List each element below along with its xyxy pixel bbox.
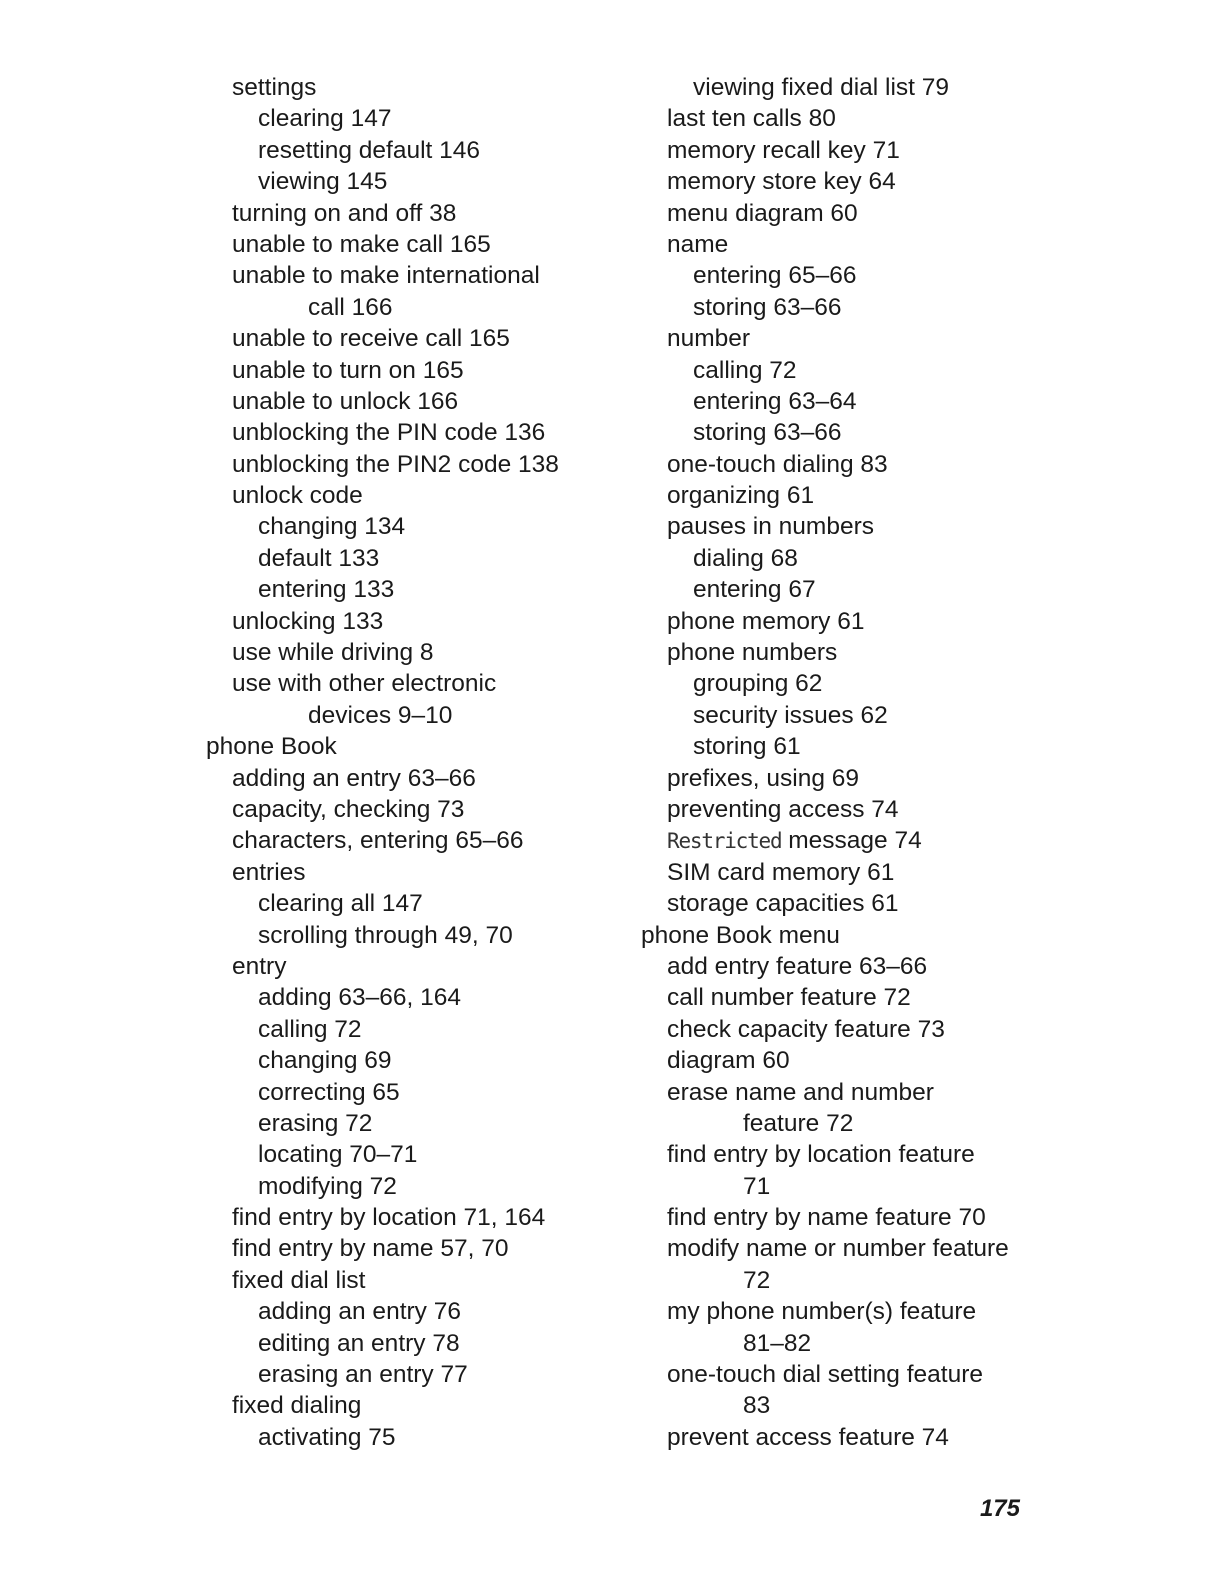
index-entry-text: adding an entry 63–66 — [232, 764, 476, 792]
index-entry — [206, 1045, 626, 1076]
index-entry-text: my phone number(s) feature — [667, 1298, 977, 1326]
index-entry — [641, 1390, 1061, 1421]
index-entry — [206, 1108, 626, 1139]
index-entry — [206, 323, 626, 354]
index-entry-text: preventing access 74 — [667, 795, 899, 823]
index-entry-text: turning on and off 38 — [232, 199, 457, 227]
index-entry-text: add entry feature 63–66 — [667, 952, 928, 980]
index-entry — [206, 1390, 626, 1421]
index-column-left — [206, 72, 626, 1453]
index-entry-text: correcting 65 — [258, 1078, 400, 1106]
index-entry — [206, 951, 626, 982]
index-entry-text: erase name and number — [667, 1078, 934, 1106]
index-entry-text: erasing an entry 77 — [258, 1361, 468, 1389]
index-entry-text: dialing 68 — [693, 544, 798, 572]
index-entry-text: unlock code — [232, 482, 363, 510]
index-entry-text: 72 — [743, 1266, 771, 1294]
index-entry — [206, 72, 626, 103]
index-entry-text: feature 72 — [743, 1109, 854, 1137]
index-entry-text: default 133 — [258, 544, 380, 572]
index-entry — [641, 386, 1061, 417]
index-entry — [206, 794, 626, 825]
index-entry-text: fixed dial list — [232, 1266, 366, 1294]
index-entry — [641, 982, 1061, 1013]
index-entry — [641, 606, 1061, 637]
index-entry — [206, 1422, 626, 1453]
index-entry-text: resetting default 146 — [258, 136, 481, 164]
index-entry-text: scrolling through 49, 70 — [258, 921, 513, 949]
index-entry-text: unable to turn on 165 — [232, 356, 464, 384]
index-entry — [206, 982, 626, 1013]
index-entry-text: unable to unlock 166 — [232, 387, 459, 415]
index-entry-text: security issues 62 — [693, 701, 888, 729]
index-entry-text: find entry by name 57, 70 — [232, 1235, 509, 1263]
page-number: 175 — [979, 1495, 1020, 1522]
index-entry-text: menu diagram 60 — [667, 199, 858, 227]
index-entry-text: phone numbers — [667, 639, 838, 667]
index-entry — [206, 543, 626, 574]
index-entry — [206, 668, 626, 699]
index-entry — [641, 1328, 1061, 1359]
index-entry-text: prefixes, using 69 — [667, 764, 860, 792]
index-entry-text: phone memory 61 — [667, 607, 865, 635]
index-entry-text: calling 72 — [693, 356, 797, 384]
index-entry — [641, 794, 1061, 825]
index-entry — [206, 511, 626, 542]
index-entry — [206, 1202, 626, 1233]
index-entry-text: phone Book menu — [641, 921, 840, 949]
index-entry-text: unable to receive call 165 — [232, 325, 510, 353]
index-entry-text: grouping 62 — [693, 670, 823, 698]
index-entry-text: unblocking the PIN2 code 138 — [232, 450, 559, 478]
index-entry — [206, 480, 626, 511]
index-entry — [641, 1077, 1061, 1108]
index-entry — [206, 260, 626, 291]
index-entry — [206, 1077, 626, 1108]
index-entry-text: entering 133 — [258, 576, 395, 604]
index-entry — [641, 1296, 1061, 1327]
index-entry-text: capacity, checking 73 — [232, 795, 465, 823]
index-entry-text: entering 67 — [693, 576, 816, 604]
index-entry — [641, 449, 1061, 480]
index-entry-text: memory recall key 71 — [667, 136, 900, 164]
index-entry-text: organizing 61 — [667, 482, 815, 510]
index-entry-text: entering 63–64 — [693, 387, 857, 415]
index-entry — [206, 637, 626, 668]
index-entry — [206, 386, 626, 417]
index-entry — [641, 920, 1061, 951]
index-entry — [641, 1233, 1061, 1264]
index-entry — [641, 1359, 1061, 1390]
index-entry-text: one-touch dialing 83 — [667, 450, 888, 478]
index-entry — [641, 637, 1061, 668]
index-entry-text: phone Book — [206, 733, 337, 761]
index-entry-text: changing 134 — [258, 513, 406, 541]
index-entry-text: clearing 147 — [258, 105, 392, 133]
index-entry — [641, 1171, 1061, 1202]
index-entry — [641, 1422, 1061, 1453]
index-entry — [641, 511, 1061, 542]
index-entry-text: one-touch dial setting feature — [667, 1361, 983, 1389]
index-entry — [641, 763, 1061, 794]
index-entry-text: adding 63–66, 164 — [258, 984, 461, 1012]
index-entry-text: prevent access feature 74 — [667, 1423, 949, 1451]
index-entry — [206, 1328, 626, 1359]
index-entry — [641, 135, 1061, 166]
index-entry — [641, 1108, 1061, 1139]
index-entry — [641, 668, 1061, 699]
index-entry — [206, 292, 626, 323]
index-entry-text: entries — [232, 858, 306, 886]
index-entry — [641, 323, 1061, 354]
index-entry — [641, 260, 1061, 291]
index-entry — [206, 135, 626, 166]
index-entry — [641, 951, 1061, 982]
index-entry — [206, 1265, 626, 1296]
index-entry-text: unable to make call 165 — [232, 230, 491, 258]
index-entry-text: fixed dialing — [232, 1392, 362, 1420]
index-entry-text: 81–82 — [743, 1329, 812, 1357]
index-entry — [641, 292, 1061, 323]
index-entry — [641, 1045, 1061, 1076]
index-entry-text: find entry by location feature — [667, 1141, 975, 1169]
index-entry — [206, 1359, 626, 1390]
index-entry — [641, 857, 1061, 888]
index-entry-text: characters, entering 65–66 — [232, 827, 524, 855]
index-entry — [641, 355, 1061, 386]
index-entry — [206, 417, 626, 448]
index-entry-text: storage capacities 61 — [667, 890, 899, 918]
index-entry-text: pauses in numbers — [667, 513, 875, 541]
index-entry-text: diagram 60 — [667, 1047, 790, 1075]
index-entry-text: storing 61 — [693, 733, 801, 761]
index-entry — [641, 888, 1061, 919]
index-entry — [206, 731, 626, 762]
index-entry — [206, 1139, 626, 1170]
index-entry — [206, 763, 626, 794]
index-entry-text: calling 72 — [258, 1015, 362, 1043]
index-entry-text: settings — [232, 74, 317, 101]
index-entry-text: SIM card memory 61 — [667, 858, 895, 886]
index-entry-text: name — [667, 230, 729, 258]
index-entry-text: clearing all 147 — [258, 890, 423, 918]
index-entry — [206, 198, 626, 229]
index-entry — [206, 857, 626, 888]
index-entry-text: number — [667, 325, 751, 353]
index-entry — [206, 1014, 626, 1045]
index-entry-text: devices 9–10 — [308, 701, 453, 729]
index-entry-text: unblocking the PIN code 136 — [232, 419, 546, 447]
index-entry — [641, 103, 1061, 134]
index-entry-text: unlocking 133 — [232, 607, 384, 635]
index-entry-text: call number feature 72 — [667, 984, 911, 1012]
index-entry — [641, 574, 1061, 605]
index-entry — [641, 700, 1061, 731]
index-entry-text: erasing 72 — [258, 1109, 373, 1137]
index-column-right — [641, 72, 1061, 1453]
index-entry — [641, 825, 1061, 856]
index-entry — [206, 920, 626, 951]
index-entry — [206, 574, 626, 605]
index-entry-text: unable to make international — [232, 262, 540, 290]
index-entry-text: modifying 72 — [258, 1172, 397, 1200]
index-entry — [641, 198, 1061, 229]
index-entry — [206, 229, 626, 260]
index-entry-text: adding an entry 76 — [258, 1298, 461, 1326]
index-entry-text: viewing fixed dial list 79 — [693, 74, 950, 101]
index-entry-text: storing 63–66 — [693, 419, 842, 447]
index-entry — [641, 229, 1061, 260]
index-entry — [641, 72, 1061, 103]
index-entry — [206, 166, 626, 197]
index-entry-text: call 166 — [308, 293, 393, 321]
index-entry — [206, 103, 626, 134]
index-entry — [206, 1233, 626, 1264]
index-entry-text: entry — [232, 952, 287, 980]
index-entry-text: find entry by location 71, 164 — [232, 1204, 546, 1232]
index-entry-text: entering 65–66 — [693, 262, 857, 290]
index-entry — [641, 1014, 1061, 1045]
index-entry-text: editing an entry 78 — [258, 1329, 460, 1357]
index-entry — [206, 888, 626, 919]
index-entry-text: activating 75 — [258, 1423, 396, 1451]
index-entry-text: locating 70–71 — [258, 1141, 418, 1169]
index-entry — [641, 166, 1061, 197]
index-entry-text: changing 69 — [258, 1047, 392, 1075]
index-entry-text: memory store key 64 — [667, 168, 896, 196]
index-entry-text: 83 — [743, 1392, 771, 1420]
index-entry-text: use while driving 8 — [232, 639, 434, 667]
index-entry — [641, 417, 1061, 448]
index-entry — [206, 1296, 626, 1327]
index-entry — [641, 1202, 1061, 1233]
index-entry-text: find entry by name feature 70 — [667, 1204, 986, 1232]
index-entry — [206, 825, 626, 856]
index-entry-text: message 74 — [781, 827, 922, 855]
index-entry — [206, 449, 626, 480]
index-entry — [641, 480, 1061, 511]
index-entry-text: 71 — [743, 1172, 771, 1200]
index-entry — [641, 731, 1061, 762]
index-entry — [641, 543, 1061, 574]
index-entry — [206, 700, 626, 731]
index-entry-text: viewing 145 — [258, 168, 388, 196]
index-entry-text: storing 63–66 — [693, 293, 842, 321]
index-entry-text: use with other electronic — [232, 670, 497, 698]
index-entry — [206, 606, 626, 637]
display-text-term: Restricted — [667, 829, 782, 854]
index-entry — [641, 1139, 1061, 1170]
index-entry — [641, 1265, 1061, 1296]
index-entry-text: modify name or number feature — [667, 1235, 1009, 1263]
index-entry-text: last ten calls 80 — [667, 105, 836, 133]
index-entry — [206, 355, 626, 386]
index-entry — [206, 1171, 626, 1202]
index-entry-text: check capacity feature 73 — [667, 1015, 945, 1043]
